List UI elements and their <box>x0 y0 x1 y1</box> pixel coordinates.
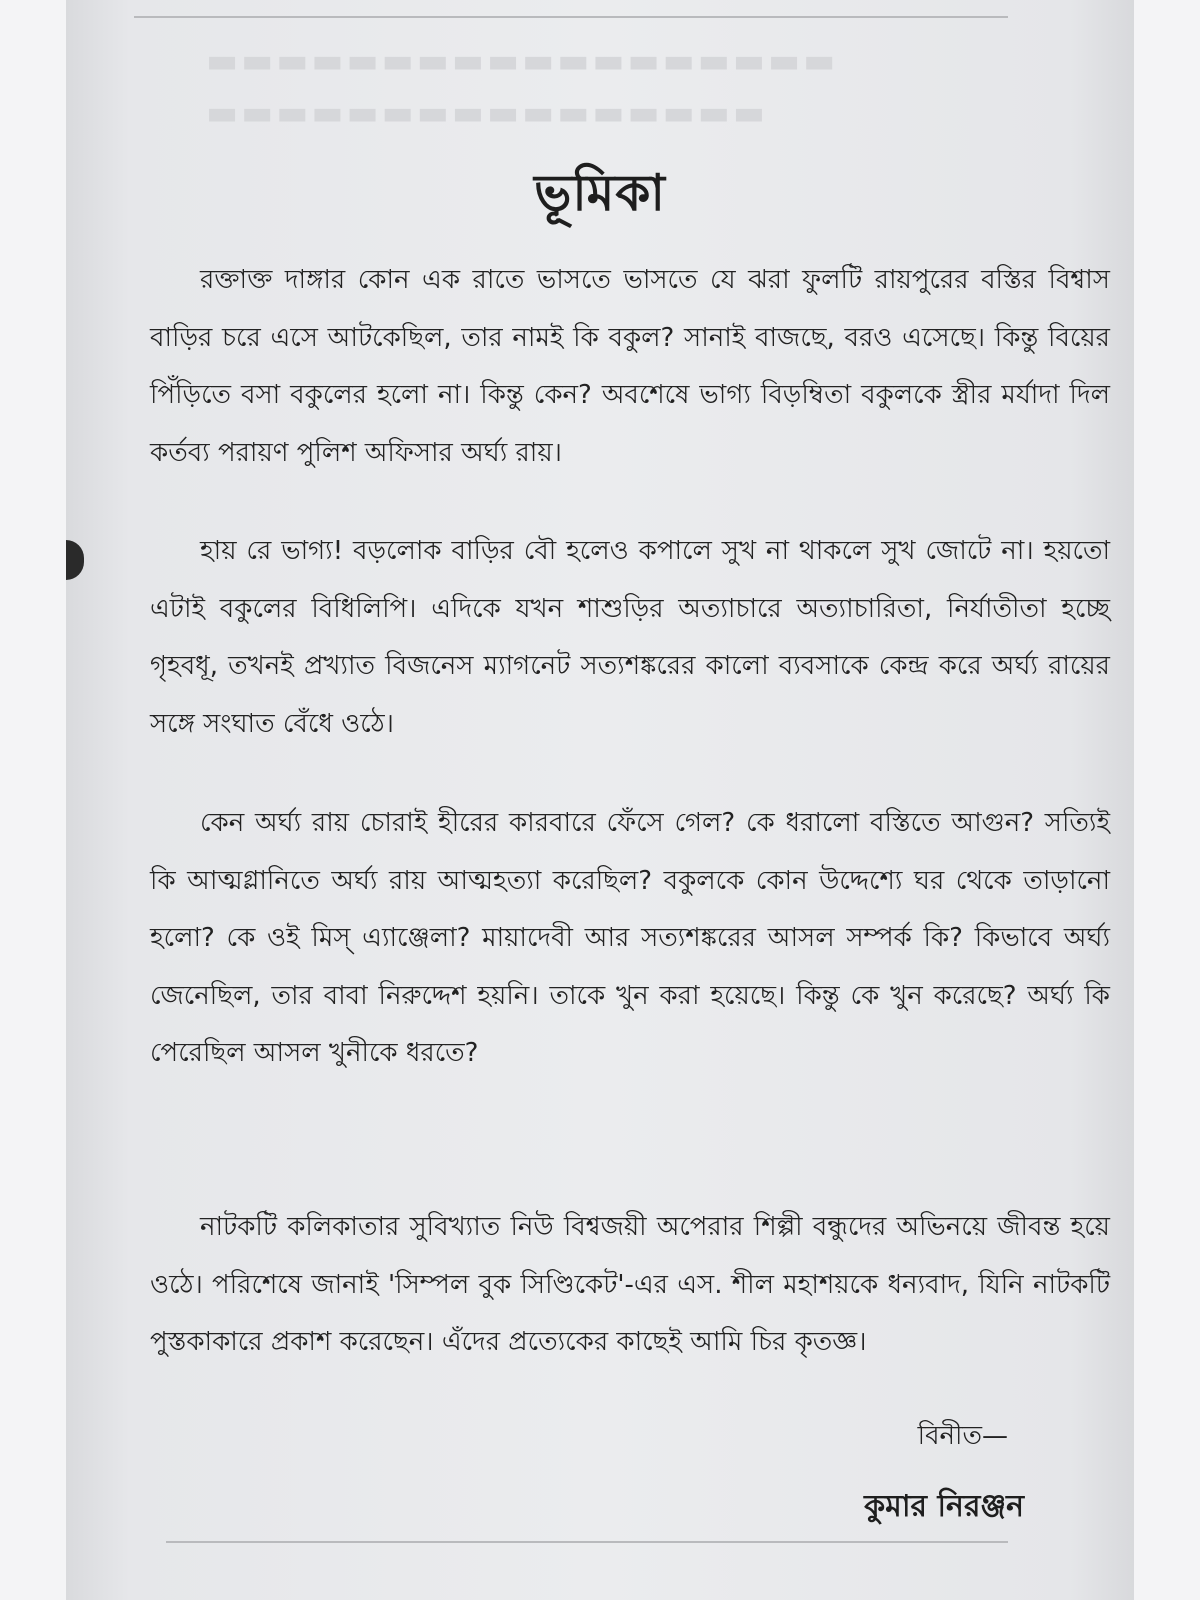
paragraph: হায় রে ভাগ্য! বড়লোক বাড়ির বৌ হলেও কপালে সুখ না থাকলে সুখ জোটে না। হয়তো এটাই বকুলের বিধিলিপি। এদিকে যখন শাশুড়ির অত্যাচারে অত্যাচারিতা, নির্যাতীতা হচ্ছে গৃহবধূ, তখনই প্রখ্যাত বিজনেস ম্যাগনেট সত্যশঙ্করের কালো ব্যবসাকে কেন্দ্র করে অর্ঘ্য রায়ের সঙ্গে সংঘাত বেঁধে ওঠে। <box>150 536 1110 739</box>
author-signature: কুমার নিরঞ্জন <box>864 1489 1024 1524</box>
bottom-rule <box>166 1541 1008 1543</box>
paragraph: কেন অর্ঘ্য রায় চোরাই হীরের কারবারে ফেঁসে গেল? কে ধরালো বস্তিতে আগুন? সত্যিই কি আত্মগ্লানিতে অর্ঘ্য রায় আত্মহত্যা করেছিল? বকুলকে কোন উদ্দেশ্যে ঘর থেকে তাড়ানো হলো? কে ওই মিস্ এ্যাঞ্জেলা? মায়াদেবী আর সত্যশঙ্করের আসল সম্পর্ক কি? কিভাবে অর্ঘ্য জেনেছিল, তার বাবা নিরুদ্দেশ হয়নি। তাকে খুন করা হয়েছে। কিন্তু কে খুন করেছে? অর্ঘ্য কি পেরেছিল আসল খুনীকে ধরতে? <box>150 808 1110 1069</box>
show-through: ▬▬▬▬▬▬▬▬▬▬▬▬▬▬▬▬▬▬ <box>206 44 839 78</box>
paragraph: রক্তাক্ত দাঙ্গার কোন এক রাতে ভাসতে ভাসতে যে ঝরা ফুলটি রায়পুরের বস্তির বিশ্বাস বাড়ির চরে এসে আটকেছিল, তার নামই কি বকুল? সানাই বাজছে, বরও এসেছে। কিন্তু বিয়ের পিঁড়িতে বসা বকুলের হলো না। কিন্তু কেন? অবশেষে ভাগ্য বিড়ম্বিতা বকুলকে স্ত্রীর মর্যাদা দিল কর্তব্য পরায়ণ পুলিশ অফিসার অর্ঘ্য রায়। <box>150 265 1110 468</box>
binding-hole <box>66 540 84 580</box>
page-title: ভূমিকা <box>534 163 666 222</box>
paragraph: নাটকটি কলিকাতার সুবিখ্যাত নিউ বিশ্বজয়ী অপেরার শিল্পী বন্ধুদের অভিনয়ে জীবন্ত হয়ে ওঠে। পরিশেষে জানাই 'সিম্পল বুক সিণ্ডিকেট'-এর এস. শীল মহাশয়কে ধন্যবাদ, যিনি নাটকটি পুস্তকাকারে প্রকাশ করেছেন। এঁদের প্রত্যেকের কাছেই আমি চির কৃতজ্ঞ। <box>150 1212 1110 1358</box>
closing-text: বিনীত— <box>917 1421 1008 1451</box>
show-through: ▬▬▬▬▬▬▬▬▬▬▬▬▬▬▬▬ <box>206 96 768 130</box>
book-page <box>66 0 1134 1600</box>
top-rule <box>134 16 1008 18</box>
